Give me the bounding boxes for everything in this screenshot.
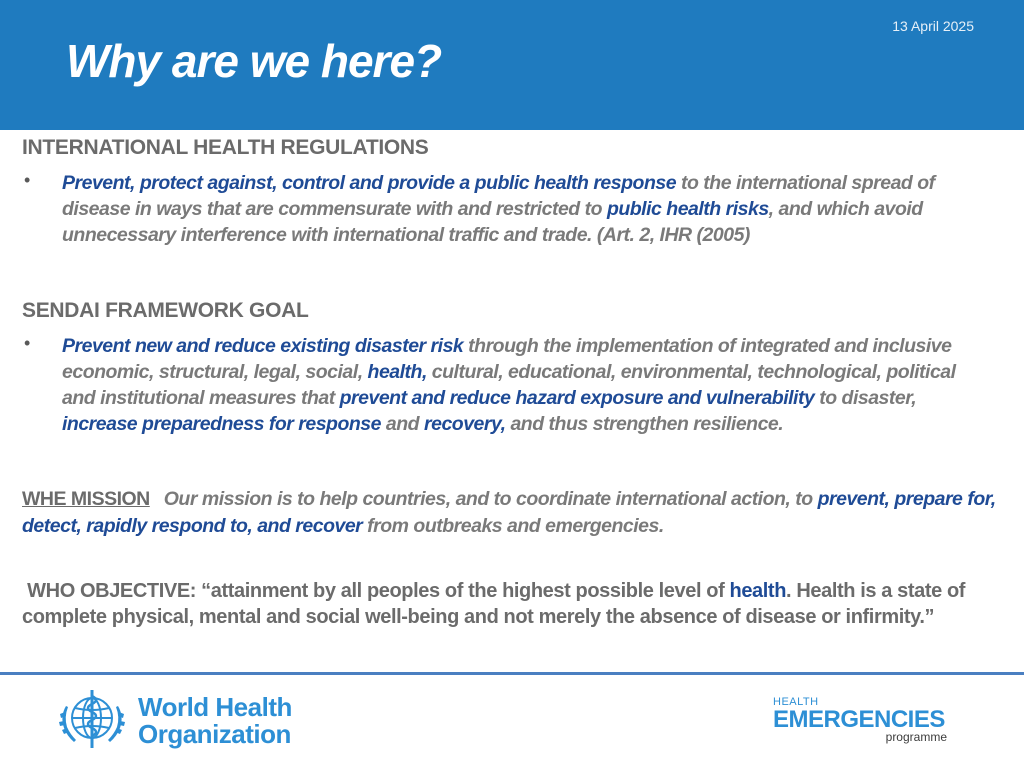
who-logo xyxy=(52,686,292,756)
objective-paragraph xyxy=(22,578,1012,630)
sendai-h3: prevent and reduce hazard exposure and vulnerability xyxy=(339,387,815,409)
he-small-text: HEALTH xyxy=(773,696,819,708)
who-wordmark xyxy=(138,694,292,748)
mission-t2: from outbreaks and emergencies. xyxy=(362,515,664,537)
objective-h1: health xyxy=(729,580,787,602)
ihr-highlight: Prevent, protect against, control and provide a public health response xyxy=(62,172,677,194)
sendai-t5: and thus strengthen resilience. xyxy=(505,413,784,435)
mission-t1: Our mission is to help countries, and to coordinate international action, to xyxy=(163,488,818,510)
slide-date: 13 April 2025 xyxy=(892,18,974,34)
objective-t1: WHO OBJECTIVE: “attainment by all peoples of the highest possible level of xyxy=(27,580,730,602)
footer-divider xyxy=(0,672,1024,675)
ihr-bullet: • xyxy=(24,170,31,190)
sendai-t1: through the implementation of integrated and inclusive economic, structural, legal, social, xyxy=(62,335,952,383)
health-emergencies-logo xyxy=(773,696,953,744)
mission-paragraph xyxy=(22,486,1012,540)
he-big-text: EMERGENCIES xyxy=(773,706,945,733)
ihr-highlight-risks: public health risks xyxy=(606,198,769,220)
mission-h1: prevent, prepare for, detect, rapidly respond to, and recover xyxy=(22,488,996,537)
sendai-h4: increase preparedness for response xyxy=(62,413,381,435)
sendai-h1: Prevent new and reduce existing disaster risk xyxy=(62,335,464,357)
ihr-heading: INTERNATIONAL HEALTH REGULATIONS xyxy=(22,136,429,159)
ihr-paragraph xyxy=(62,170,992,248)
he-programme-text: programme xyxy=(885,730,947,744)
mission-label: WHE MISSION xyxy=(22,488,150,510)
sendai-h5: recovery, xyxy=(424,413,506,435)
sendai-paragraph xyxy=(62,333,992,437)
who-line2: Organization xyxy=(138,719,291,749)
sendai-t3: to disaster, xyxy=(814,387,917,409)
ihr-text-end: , and which avoid unnecessary interference with international traffic and trade. (Art. 2, IHR (2005) xyxy=(62,198,923,246)
who-emblem-icon xyxy=(52,686,132,756)
sendai-bullet: • xyxy=(24,333,31,353)
sendai-h2: health, xyxy=(367,361,427,383)
ihr-text: to the international spread of disease in ways that are commensurate with and restricted to xyxy=(62,172,935,220)
page-title: Why are we here? xyxy=(66,35,442,87)
sendai-t4: and xyxy=(381,413,425,435)
sendai-heading: SENDAI FRAMEWORK GOAL xyxy=(22,299,309,322)
header-bar xyxy=(0,0,1024,130)
objective-t2: . Health is a state of complete physical, mental and social well-being and not merely the absence of disease or infirmity.” xyxy=(22,580,966,628)
who-line1: World Health xyxy=(138,692,292,722)
sendai-t2: cultural, educational, environmental, technological, political and institutional measures that xyxy=(62,361,956,409)
